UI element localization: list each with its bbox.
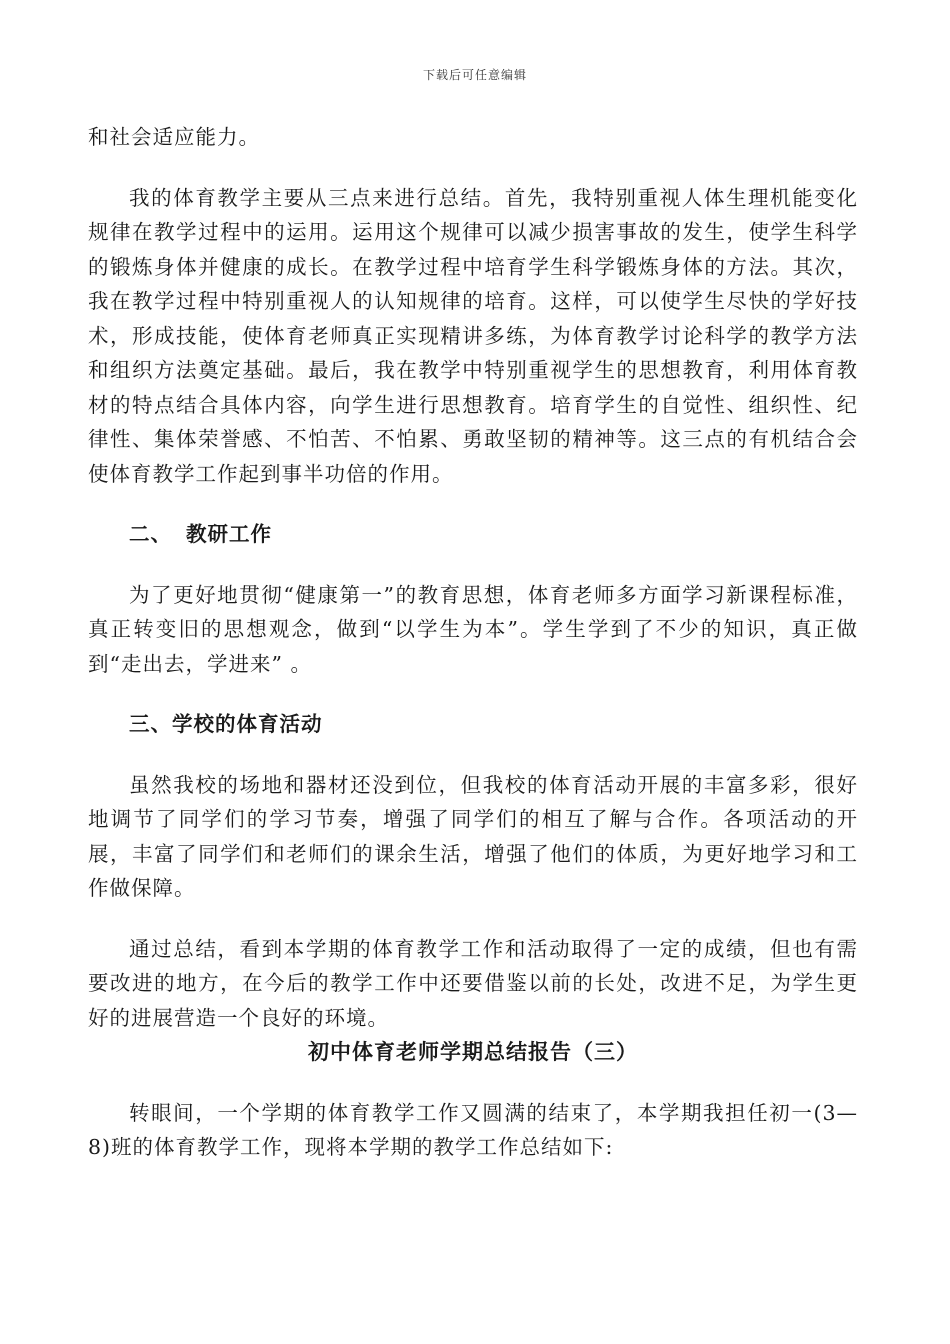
section-number: 二、 [129,522,172,546]
paragraph-research: 为了更好地贯彻“健康第一”的教育思想，体育老师多方面学习新课程标准，真正转变旧的思想观念，做到“以学生为本”。学生学到了不少的知识，真正做到“走出去，学进来” 。 [88,582,858,676]
paragraph-report-intro: 转眼间，一个学期的体育教学工作又圆满的结束了，本学期我担任初一(3—8)班的体育教学工作，现将本学期的教学工作总结如下: [88,1100,858,1159]
paragraph-continuation: 和社会适应能力。 [88,125,260,149]
section-heading-activities: 三、学校的体育活动 [129,712,323,736]
paragraph-activities: 虽然我校的场地和器材还没到位，但我校的体育活动开展的丰富多彩，很好地调节了同学们的学习节奏，增强了同学们的相互了解与合作。各项活动的开展，丰富了同学们和老师们的课余生活，增强了他们的体质，为更好地学习和工作做保障。 [88,772,858,900]
report-title: 初中体育老师学期总结报告（三） [308,1039,638,1064]
page-header: 下载后可任意编辑 [422,68,527,82]
document-body [88,120,858,1165]
section-heading-research [88,517,858,552]
paragraph-conclusion: 通过总结，看到本学期的体育教学工作和活动取得了一定的成绩，但也有需要改进的地方，在今后的教学工作中还要借鉴以前的长处，改进不足，为学生更好的进展营造一个良好的环境。 [88,936,858,1030]
paragraph-teaching-summary: 我的体育教学主要从三点来进行总结。首先，我特别重视人体生理机能变化规律在教学过程中的运用。运用这个规律可以减少损害事故的发生，使学生科学的锻炼身体并健康的成长。在教学过程中培育学生科学锻炼身体的方法。其次，我在教学过程中特别重视人的认知规律的培育。这样，可以使学生尽快的学好技术，形成技能，使体育老师真正实现精讲多练，为体育教学讨论科学的教学方法和组织方法奠定基础。最后，我在教学中特别重视学生的思想教育，利用体育教材的特点结合具体内容，向学生进行思想教育。培育学生的自觉性、组织性、纪律性、集体荣誉感、不怕苦、不怕累、勇敢坚韧的精神等。这三点的有机结合会使体育教学工作起到事半功倍的作用。 [88,185,858,486]
section-title: 教研工作 [186,522,272,546]
